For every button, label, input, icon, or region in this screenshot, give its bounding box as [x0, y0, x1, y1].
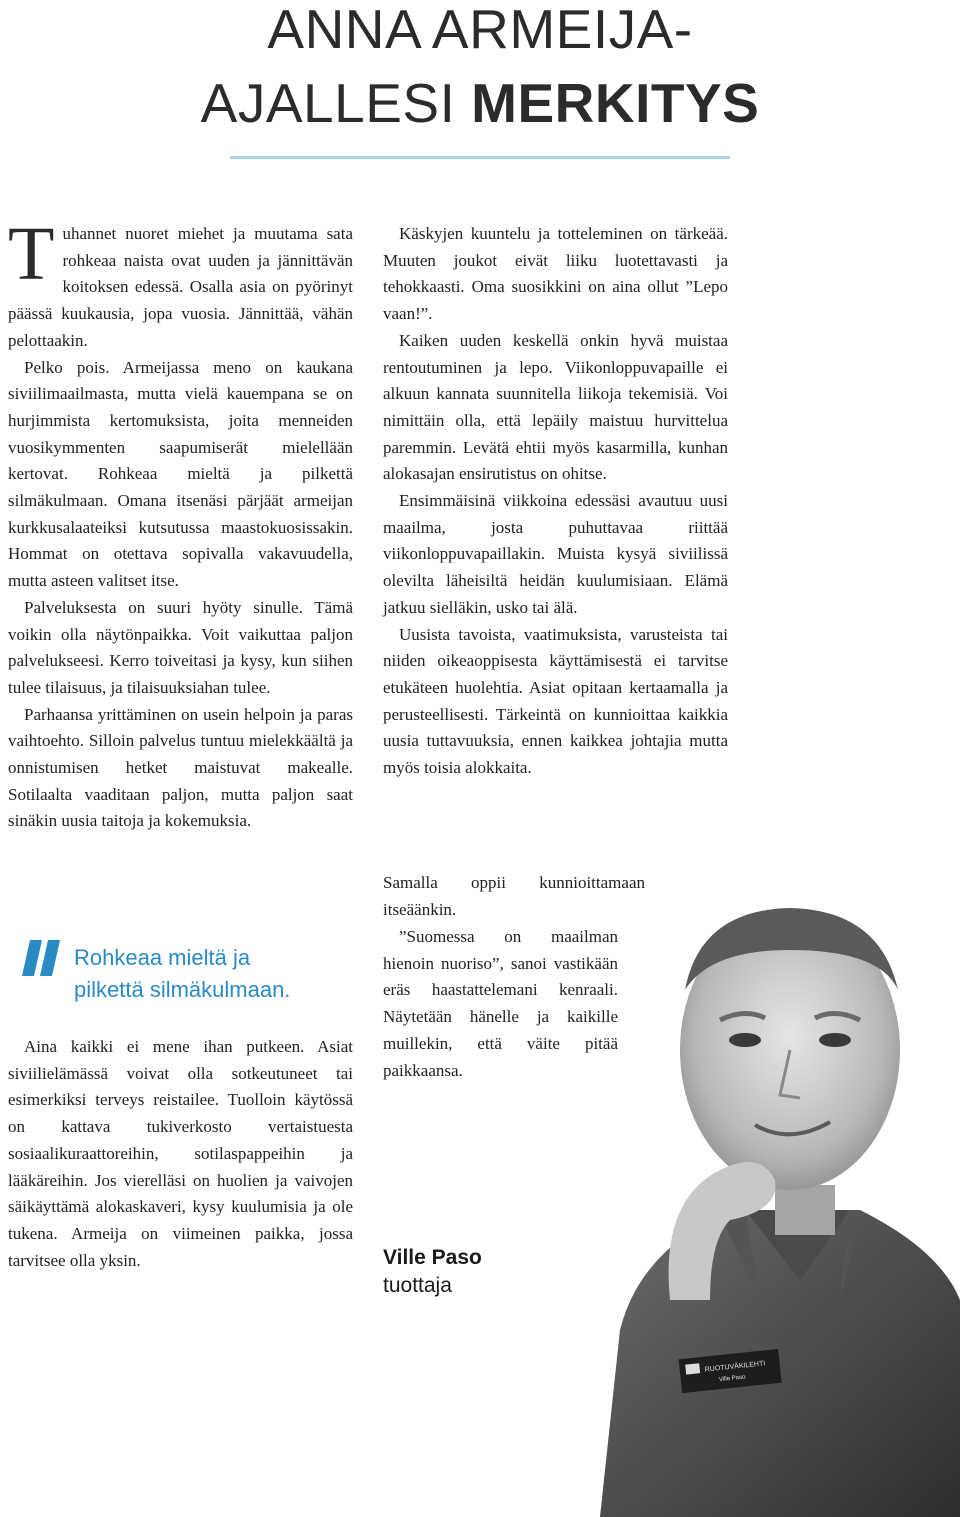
article-column-left — [8, 212, 353, 835]
paragraph: Pelko pois. Armeijassa meno on kaukana siviilimaailmasta, mutta vielä kauempana se on hurjimmista kertomuksista, joita menneiden vuosikymmenten saapumiserät mielellään kertovat. Rohkeaa mieltä ja pilkettä silmäkulmaan. Omana itsenäsi pärjäät armeijan kurkkusalaateiksi kutsutussa maastokuosissakin. Hommat on otettava sopivalla vakavuudella, mutta asteen valitset itse. — [8, 357, 353, 591]
badge-line-1: RUOTUVÄKILEHTI — [704, 1360, 766, 1374]
paragraph: Ensimmäisinä viikkoina edessäsi avautuu uusi maailma, josta puhuttavaa riittää viikonloppuvapaillakin. Muista kysyä siviilissä olevilta läheisiltä heidän kuulumisiaan. Elämä jatkuu sielläkin, usko tai älä. — [383, 491, 728, 617]
article-column-right — [383, 221, 728, 860]
portrait-photo — [560, 880, 960, 1517]
pull-quote-text — [74, 942, 374, 1006]
paragraph: Käskyjen kuuntelu ja totteleminen on tärkeää. Muuten joukot eivät liiku luotettavasti ja tehokkaasti. Oma suosikkini on aina ollut ”Lepo vaan!”. — [383, 224, 728, 324]
pull-quote-line: pilkettä silmäkulmaan. — [74, 977, 291, 1002]
headline-rule — [230, 156, 730, 159]
signature — [383, 1244, 482, 1300]
headline-line-1: ANNA ARMEIJA- — [267, 0, 693, 60]
paragraph: Parhaansa yrittäminen on usein helpoin ja paras vaihtoehto. Silloin palvelus tuntuu mielekkäältä ja onnistumisen hetket maistuvat makealle. Sotilaalta vaaditaan paljon, mutta paljon saat sinäkin uusia taitoja ja kokemuksia. — [8, 704, 353, 831]
signature-name: Ville Paso — [383, 1246, 482, 1269]
paragraph-intro-text: uhannet nuoret miehet ja muutama sata rohkeaa naista ovat uuden ja jännittävän koitoksen edessä. Osalla asia on pyörinyt päässä kuukausia, jopa vuosia. Jännittää, vähän pelottaakin. — [8, 224, 353, 350]
paragraph: Aina kaikki ei mene ihan putkeen. Asiat siviilielämässä voivat olla sotkeutuneet tai esimerkiksi terveys reistailee. Tuolloin käytössä on kattava tukiverkosto vertaistuesta sosiaalikuraattoreihin, sotilaspappeihin ja lääkäreihin. Jos vierelläsi on huolien ja vaivojen säikäyttämä alokaskaveri, kysy kuulumisia ja ole tukena. Armeija on viimeinen paikka, jossa tarvitsee olla yksin. — [8, 1037, 353, 1270]
paragraph: Uusista tavoista, vaatimuksista, varusteista tai niiden oikeaoppisesta käyttämisestä ei tarvitse etukäteen huolehtia. Asiat opitaan kertaamalla ja perusteellisesti. Tärkeintä on kunnioittaa kaikkia uusia tuttavuuksia, ennen kaikkea johtajia mutta myös toisia alokkaita. — [383, 624, 728, 778]
headline-line-2 — [0, 72, 960, 134]
drop-cap: T — [8, 212, 55, 296]
badge-line-2: Ville Paso — [718, 1374, 746, 1384]
signature-role: tuottaja — [383, 1274, 452, 1297]
paragraph: Kaiken uuden keskellä onkin hyvä muistaa rentoutuminen ja lepo. Viikonloppuvapaille ei alkuun kannata suunnitella liikoja tekemisiä. Voi nimittäin olla, että lepäily maistuu hurvittelua paremmin. Levätä ehtii myös kasarmilla, kunhan alokasajan ensirutistus on ohitse. — [383, 330, 728, 484]
paragraph: Palveluksesta on suuri hyöty sinulle. Tämä voikin olla näytönpaikka. Voit vaikuttaa paljon palvelukseesi. Kerro toiveitasi ja kysy, kun siihen tulee tilaisuus, ja tilaisuuksiahan tulee. — [8, 597, 353, 697]
paragraph: Samalla oppii kunnioittamaan itseäänkin. — [383, 873, 645, 919]
headline-bold: MERKITYS — [471, 72, 760, 134]
quote-mark-icon — [22, 940, 62, 976]
pull-quote-line: Rohkeaa mieltä ja — [74, 945, 251, 970]
article-column-left-bottom — [8, 1034, 353, 1274]
paragraph-intro — [8, 212, 353, 355]
paragraph: ”Suomessa on maailman hienoin nuoriso”, sanoi vastikään eräs haastattelemani kenraali. Näytetään hänelle ja kaikille muillekin, että väite pitää paikkaansa. — [383, 927, 618, 1080]
headline-plain: AJALLESI — [200, 72, 472, 134]
